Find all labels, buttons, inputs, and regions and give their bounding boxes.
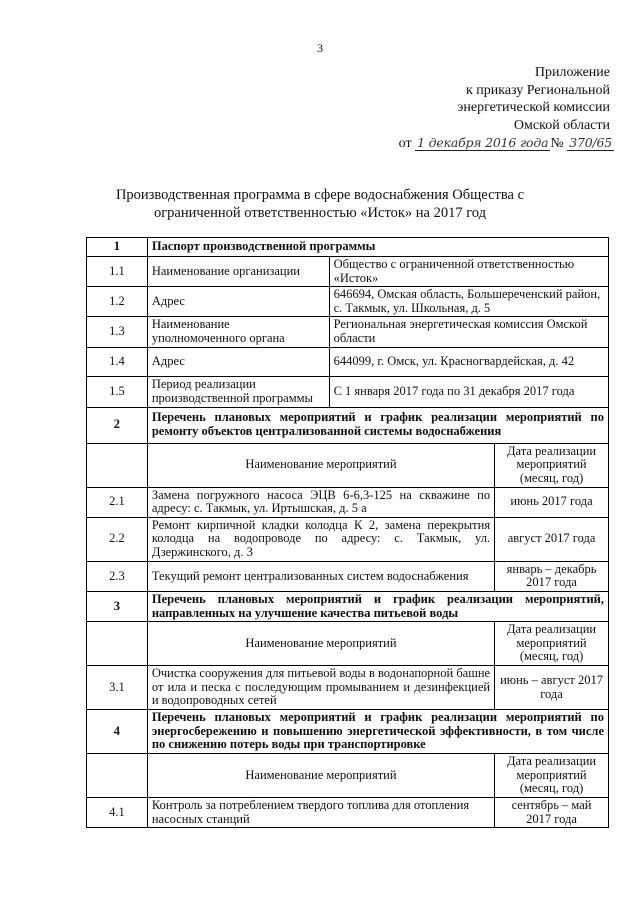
table-row — [87, 317, 609, 347]
row-number: 2.1 — [87, 487, 148, 517]
table-row — [87, 257, 609, 287]
row-date: июнь – август 2017 года — [495, 666, 609, 710]
section-number: 1 — [87, 238, 148, 257]
table-row — [87, 666, 609, 710]
row-number: 1.5 — [87, 376, 148, 407]
appendix-line: к приказу Региональной — [465, 82, 610, 98]
row-date: январь – декабрь 2017 года — [495, 561, 609, 591]
appendix-header — [457, 64, 610, 134]
document-title — [60, 186, 580, 222]
row-text: Контроль за потреблением твердого топлива для отопления насосных станций — [147, 798, 494, 828]
row-label: Адрес — [147, 347, 329, 376]
row-value: 644099, г. Омск, ул. Красногвардейская, д. 42 — [329, 347, 608, 376]
section-title: Перечень плановых мероприятий и график реализации мероприятий по ремонту объектов централизованной системы водоснабжения — [147, 407, 608, 443]
row-label: Наименование организации — [147, 257, 329, 287]
row-number: 3.1 — [87, 666, 148, 710]
row-label: Наименование уполномоченного органа — [147, 317, 329, 347]
section-row — [87, 407, 609, 443]
column-header-row — [87, 622, 609, 666]
header-date: Дата реализации мероприятий (месяц, год) — [495, 754, 609, 798]
header-name: Наименование мероприятий — [147, 754, 494, 798]
section-title: Перечень плановых мероприятий и график реализации мероприятий, направленных на улучшение качества питьевой воды — [147, 591, 608, 621]
row-text: Ремонт кирпичной кладки колодца К 2, замена перекрытия колодца на водопроводе по адресу: с. Такмык, ул. Дзержинского, д. 3 — [147, 517, 494, 561]
section-row — [87, 591, 609, 621]
table-row — [87, 347, 609, 376]
blank-cell — [87, 443, 148, 487]
table-row — [87, 487, 609, 517]
handwritten-number: 370/65 — [569, 135, 612, 150]
row-value: Общество с ограниченной ответственностью «Исток» — [329, 257, 608, 287]
order-date-number — [399, 135, 614, 152]
table-row — [87, 798, 609, 828]
row-value: Региональная энергетическая комиссия Омской области — [329, 317, 608, 347]
row-label: Адрес — [147, 287, 329, 317]
appendix-line: энергетической комиссии — [457, 100, 610, 115]
row-number: 1.1 — [87, 257, 148, 287]
appendix-line: Омской области — [513, 117, 610, 133]
section-number: 3 — [87, 591, 148, 621]
program-table — [86, 237, 609, 828]
number-label: № — [550, 136, 564, 151]
row-label: Период реализации производственной программы — [147, 376, 329, 407]
section-number: 2 — [87, 407, 148, 443]
section-title: Паспорт производственной программы — [147, 238, 608, 257]
appendix-line: Приложение — [534, 65, 610, 80]
row-text: Замена погружного насоса ЭЦВ 6-6,3-125 на скважине по адресу: с. Такмык, ул. Иртышская, д. 5 а — [147, 487, 494, 517]
row-number: 4.1 — [87, 798, 148, 828]
header-name: Наименование мероприятий — [147, 622, 494, 666]
section-row — [87, 238, 609, 257]
row-value: 646694, Омская область, Большереченский район, с. Такмык, ул. Школьная, д. 5 — [329, 287, 608, 317]
section-title: Перечень плановых мероприятий и график реализации мероприятий по энергосбережению и повышению энергетической эффективности, в том числе по снижению потерь воды при транспортировке — [147, 710, 608, 754]
header-name: Наименование мероприятий — [147, 443, 494, 487]
section-number: 4 — [87, 710, 148, 754]
row-date: сентябрь – май 2017 года — [495, 798, 609, 828]
row-text: Текущий ремонт централизованных систем водоснабжения — [147, 561, 494, 591]
header-date: Дата реализации мероприятий (месяц, год) — [495, 443, 609, 487]
header-date: Дата реализации мероприятий (месяц, год) — [495, 622, 609, 666]
handwritten-date: 1 декабря 2016 года — [417, 135, 549, 150]
row-date: июнь 2017 года — [495, 487, 609, 517]
table-row — [87, 517, 609, 561]
title-line: Производственная программа в сфере водоснабжения Общества с — [115, 187, 525, 203]
table-row — [87, 376, 609, 407]
blank-cell — [87, 622, 148, 666]
title-line: ограниченной ответственностью «Исток» на 2017 год — [153, 205, 487, 221]
table-row — [87, 287, 609, 317]
blank-cell — [87, 754, 148, 798]
page-number: 3 — [317, 41, 323, 55]
column-header-row — [87, 754, 609, 798]
row-text: Очистка сооружения для питьевой воды в водонапорной башне от ила и песка с последующим промыванием и дезинфекцией и водопроводных сетей — [147, 666, 494, 710]
row-number: 1.3 — [87, 317, 148, 347]
row-number: 2.2 — [87, 517, 148, 561]
row-number: 1.2 — [87, 287, 148, 317]
row-number: 2.3 — [87, 561, 148, 591]
row-date: август 2017 года — [495, 517, 609, 561]
row-number: 1.4 — [87, 347, 148, 376]
row-value: С 1 января 2017 года по 31 декабря 2017 года — [329, 376, 608, 407]
from-label: от — [398, 136, 412, 151]
column-header-row — [87, 443, 609, 487]
table-row — [87, 561, 609, 591]
section-row — [87, 710, 609, 754]
